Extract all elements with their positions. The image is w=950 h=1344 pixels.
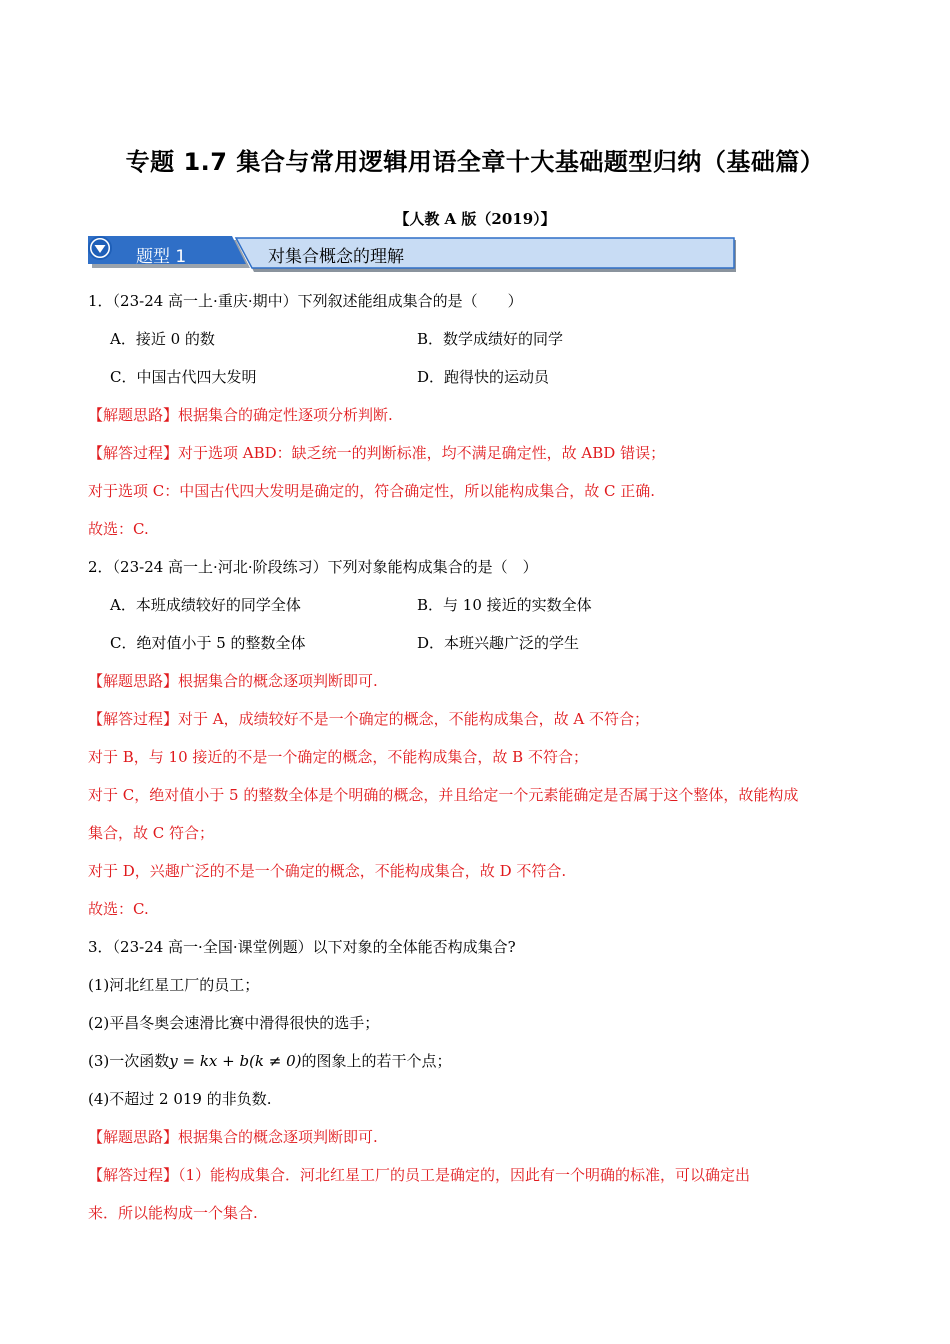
q3-process-2: 来．所以能构成一个集合. [88,1204,258,1222]
q3-stem: 3．（23-24 高一·全国·课堂例题）以下对象的全体能否构成集合? [88,938,516,956]
q3-process-1: 【解答过程】（1）能构成集合．河北红星工厂的员工是确定的，因此有一个明确的标准，可以确定出 [88,1166,751,1184]
q1-idea: 【解题思路】根据集合的确定性逐项分析判断. [88,406,393,424]
q2-option-c: C．绝对值小于 5 的整数全体 [110,634,306,652]
section-banner [88,236,738,272]
edition-subtitle: 【人教 A 版（2019）】 [394,210,556,228]
q2-option-d: D．本班兴趣广泛的学生 [417,634,580,652]
q1-stem: 1．（23-24 高一上·重庆·期中）下列叙述能组成集合的是（ ） [88,292,523,310]
q3-formula: y = kx + b(k ≠ 0) [169,1052,302,1070]
q2-answer: 故选：C. [88,900,149,918]
q1-option-b: B．数学成绩好的同学 [417,330,564,348]
q2-process-4: 集合，故 C 符合； [88,824,215,842]
q3-item-3-prefix: (3)一次函数 [88,1052,170,1070]
q2-process-1: 【解答过程】对于 A，成绩较好不是一个确定的概念，不能构成集合，故 A 不符合； [88,710,649,728]
q2-option-a: A．本班成绩较好的同学全体 [110,596,301,614]
q3-idea: 【解题思路】根据集合的概念逐项判断即可. [88,1128,378,1146]
document-title: 专题 1.7 集合与常用逻辑用语全章十大基础题型归纳（基础篇） [125,148,825,176]
chevron-down-icon[interactable] [88,236,112,260]
q2-process-5: 对于 D，兴趣广泛的不是一个确定的概念，不能构成集合，故 D 不符合. [88,862,567,880]
q1-process-1: 【解答过程】对于选项 ABD：缺乏统一的判断标准，均不满足确定性，故 ABD 错误； [88,444,666,462]
q2-stem: 2．（23-24 高一上·河北·阶段练习）下列对象能构成集合的是（ ） [88,558,538,576]
q2-process-3: 对于 C，绝对值小于 5 的整数全体是个明确的概念，并且给定一个元素能确定是否属于这个整体，故能构成 [88,786,799,804]
q3-item-2: (2)平昌冬奥会速滑比赛中滑得很快的选手； [88,1014,380,1032]
q3-item-3-suffix: 的图象上的若干个点； [301,1052,452,1070]
q2-idea: 【解题思路】根据集合的概念逐项判断即可. [88,672,378,690]
q3-item-1: (1)河北红星工厂的员工； [88,976,260,994]
section-title: 对集合概念的理解 [268,247,404,267]
section-label: 题型 1 [136,247,187,267]
q1-option-a: A．接近 0 的数 [110,330,215,348]
q1-option-d: D．跑得快的运动员 [417,368,550,386]
q2-option-b: B．与 10 接近的实数全体 [417,596,592,614]
q3-item-3 [88,1051,452,1071]
q1-answer: 故选：C. [88,520,149,538]
q2-process-2: 对于 B，与 10 接近的不是一个确定的概念，不能构成集合，故 B 不符合； [88,748,588,766]
q1-option-c: C．中国古代四大发明 [110,368,257,386]
q1-process-2: 对于选项 C：中国古代四大发明是确定的，符合确定性，所以能构成集合，故 C 正确. [88,482,656,500]
q3-item-4: (4)不超过 2 019 的非负数. [88,1090,272,1108]
